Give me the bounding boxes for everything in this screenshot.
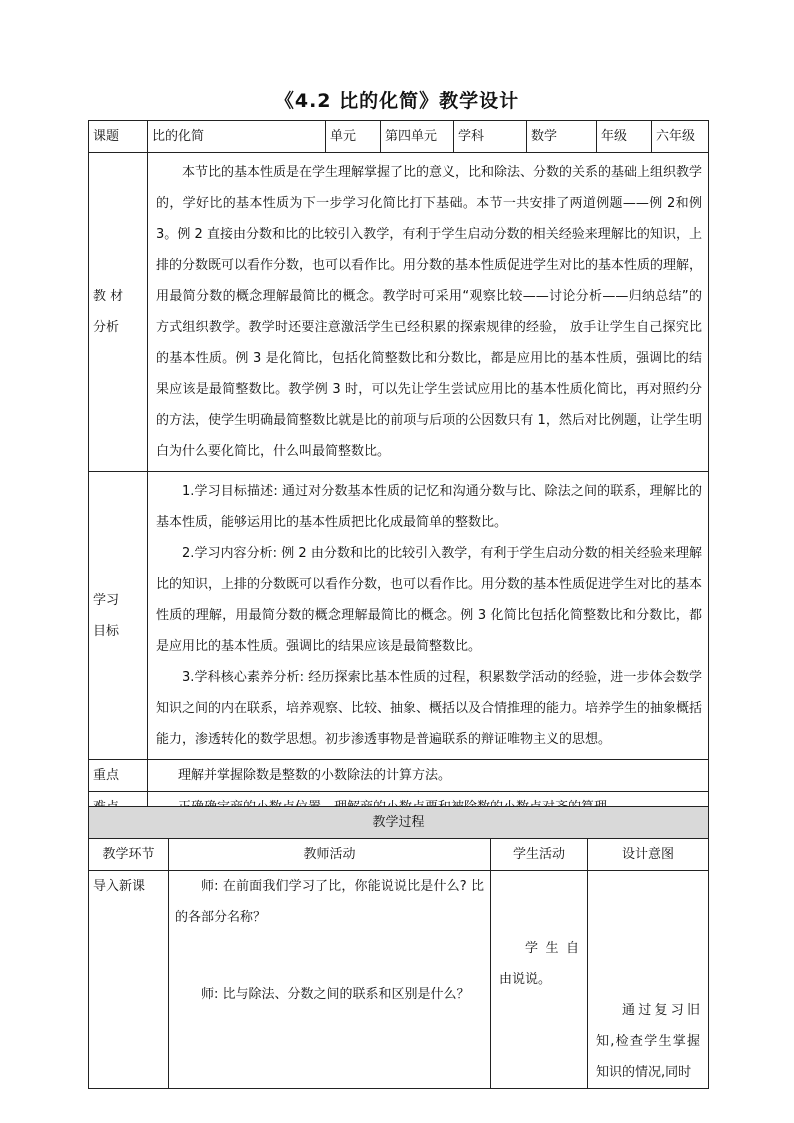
subject-label: 学科 <box>454 121 527 153</box>
student-activity: 学 生 自由说说。 <box>499 941 579 987</box>
stage-cell: 导入新课 <box>89 871 169 1089</box>
key-point-text: 理解并掌握除数是整数的小数除法的计算方法。 <box>148 760 709 792</box>
student-cell <box>491 871 588 1089</box>
process-heading: 教学过程 <box>89 807 709 839</box>
unit-label: 单元 <box>326 121 381 153</box>
goals-paragraph-2: 2.学习内容分析: 例 2 由分数和比的比较引入教学，有利于学生启动分数的相关经验来理解比的知识，上排的分数既可以看作分数，也可以看作比。用分数的基本性质促进学生对比的基本性质的理解，用最简分数的概念理解最简比的概念。例 3 化简比包括化简整数比和分数比，都是应用比的基本性质。强调比的结果应该是最简整数比。 <box>156 546 703 654</box>
unit-value: 第四单元 <box>381 121 454 153</box>
teaching-process-table <box>88 806 709 1089</box>
column-header-stage: 教学环节 <box>89 839 169 871</box>
process-row-intro <box>89 871 709 1089</box>
teacher-question-2: 师: 比与除法、分数之间的联系和区别是什么？ <box>201 987 470 1002</box>
column-header-intent: 设计意图 <box>588 839 709 871</box>
teacher-question-1: 师: 在前面我们学习了比，你能说说比是什么? 比的各部分名称？ <box>175 879 484 925</box>
subject-value: 数学 <box>527 121 597 153</box>
design-intent: 通过复习旧知,检查学生掌握知识的情况,同时 <box>596 1003 701 1080</box>
lesson-label: 课题 <box>89 121 148 153</box>
teacher-cell <box>169 871 491 1089</box>
goals-row <box>89 472 709 760</box>
material-label: 教 材 分析 <box>89 153 148 472</box>
key-point-row <box>89 760 709 792</box>
column-header-teacher: 教师活动 <box>169 839 491 871</box>
goals-label: 学习 目标 <box>89 472 148 760</box>
key-point-label: 重点 <box>89 760 148 792</box>
goals-paragraph-1: 1.学习目标描述: 通过对分数基本性质的记忆和沟通分数与比、除法之间的联系，理解比的基本性质，能够运用比的基本性质把比化成最简单的整数比。 <box>156 484 702 530</box>
grade-label: 年级 <box>597 121 652 153</box>
lesson-info-table <box>88 120 709 824</box>
material-cell <box>148 153 709 472</box>
header-row <box>89 121 709 153</box>
goals-paragraph-3: 3.学科核心素养分析: 经历探索比基本性质的过程，积累数学活动的经验，进一步体会数学知识之间的内在联系，培养观察、比较、抽象、概括以及合情推理的能力。培养学生的抽象概括能力，渗透转化的数学思想。初步渗透事物是普遍联系的辩证唯物主义的思想。 <box>156 670 703 747</box>
material-row <box>89 153 709 472</box>
grade-value: 六年级 <box>652 121 709 153</box>
material-text: 本节比的基本性质是在学生理解掌握了比的意义，比和除法、分数的关系的基础上组织教学的，学好比的基本性质为下一步学习化简比打下基础。本节一共安排了两道例题——例 2和例 3。例 2 直接由分数和比的比较引入教学，有利于学生启动分数的相关经验来理解比的知识，上排的分数既可以看作分数，也可以看作比。用分数的基本性质促进学生对比的基本性质的理解，用最简分数的概念理解最简比的概念。教学时可采用“观察比较——讨论分析——归纳总结”的方式组织教学。教学时还要注意激活学生已经积累的探索规律的经验， 放手让学生自己探究比的基本性质。例 3 是化简比，包括化简整数比和分数比，都是应用比的基本性质，强调比的结果应该是最简整数比。教学例 3 时，可以先让学生尝试应用比的基本性质化简比，再对照约分的方法，使学生明确最简整数比就是比的前项与后项的公因数只有 1，然后对比例题，让学生明白为什么要化简比，什么叫最简整数比。 <box>156 165 703 459</box>
intent-cell <box>588 871 709 1089</box>
goals-cell <box>148 472 709 760</box>
process-columns-row <box>89 839 709 871</box>
column-header-student: 学生活动 <box>491 839 588 871</box>
process-heading-row <box>89 807 709 839</box>
lesson-value: 比的化简 <box>148 121 326 153</box>
page-title: 《4.2 比的化简》教学设计 <box>274 90 520 112</box>
